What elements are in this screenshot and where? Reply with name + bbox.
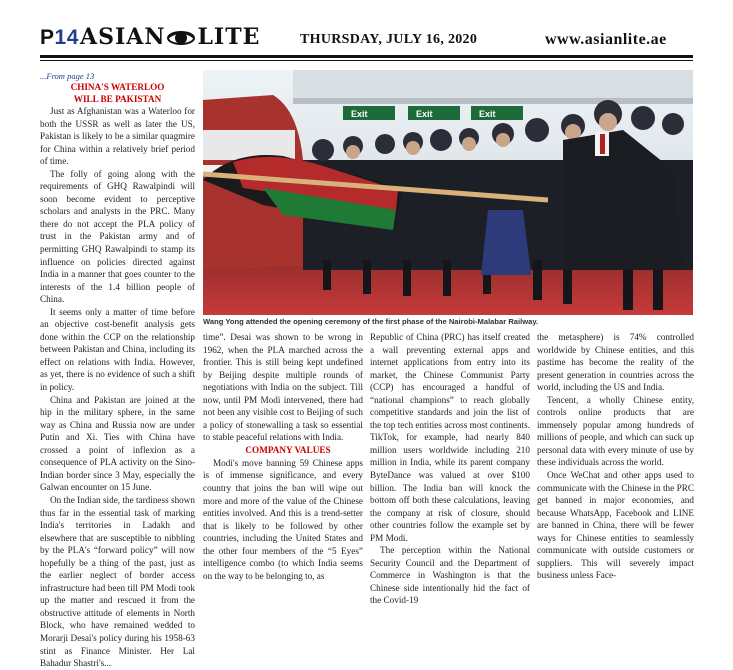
- brand-logo: [80, 24, 260, 50]
- article-column-3: [370, 331, 530, 607]
- issue-date: THURSDAY, JULY 16, 2020: [300, 32, 478, 47]
- paragraph: Republic of China (PRC) has itself created a wall preventing external apps and internet applications from entry into its market, the Chinese Communist Party (CCP) has encouraged a handful of “national champions” to reach globally competitive standards and join the list of the top tech entities across most continents. TikTok, for example, had nearly 840 million users worldwide including 210 million in India, while its parent company ByteDance was valued at over $100 billion. The India ban will knock the bottom off both these calculations, leaving the company at risk of closure, should other countries follow the example set by PM Modi.: [370, 332, 530, 543]
- article-column-2: [203, 331, 363, 582]
- header-rule: [40, 55, 693, 58]
- page-num: 14: [54, 26, 79, 49]
- news-photo: [203, 70, 693, 315]
- masthead-bar: [0, 0, 733, 62]
- article-heading-line2: WILL BE PAKISTAN: [73, 93, 162, 104]
- paragraph: It seems only a matter of time before an objective cost-benefit analysis gets done within the CCP on the relationship between Pakistan and China, including its effect on relations with India. However, as yet, there is no evidence of such a shift in policy.: [40, 306, 195, 393]
- photo-caption: Wang Yong attended the opening ceremony of the first phase of the Nairobi-Malabar Railway.: [203, 317, 539, 326]
- paragraph: The folly of going along with the requirements of GHQ Rawalpindi will soon become evident to perceptive scholars and analysts in the PRC. Many there do not accept the PLA policy of trust in the Pakistan army and of permitting GHQ Rawalpindi to stamp its influence on policies directed against India in a manner that goes counter to the interests of the 1.4 billion people of China.: [40, 168, 195, 305]
- paragraph: time”. Desai was shown to be wrong in 1962, when the PLA marched across the frontier. This is still being kept undefined by Beijing despite multiple rounds of negotiations with India on the subject. Till now, until PM Modi intervened, there had not been any visible cost to Beijing of such a policy of stonewalling a task so essential to stable peaceful relations with India.: [203, 332, 363, 443]
- article-column-4: [537, 331, 694, 582]
- lantern-logo-icon: [167, 30, 195, 46]
- exit-sign: Exit: [416, 109, 433, 119]
- header-rule-thin: [40, 60, 693, 61]
- paragraph: Modi's move banning 59 Chinese apps is of immense significance, and every country that joins the ban will wipe out more and more of the value of the Chinese entities involved. And this is a trend-setter that is likely to be followed by other countries, including the United States and the other four members of the “5 Eyes” intelligence combo (to which India seems on the way to be belonging to, as: [203, 457, 363, 581]
- paragraph: On the Indian side, the tardiness shown thus far in the essential task of marking India's territories in Ladakh and elsewhere that are susceptible to nibbling by the PLA's “forward policy” will now hopefully be a thing of the past, just as the earlier neglect of border access infrastructure had been till PM Modi took up the matter and rescued it from the obstructive attitude of elements in North Block, who have remained wedded to Morarji Desai's policy during his 1958-63 stint as Finance Minister. Her Lal Bahadur Shastri's...: [40, 494, 195, 669]
- page-label: P: [40, 26, 55, 49]
- exit-sign: Exit: [479, 109, 496, 119]
- paragraph: Once WeChat and other apps used to communicate with the Chinese in the PRC get banned in major economies, and because WhatsApp, Facebook and LINE are banned in China, there will be fewer ways for Chinese entities to seamlessly communicate with outside customers or suppliers. This will severely impact business unless Face-: [537, 470, 694, 581]
- article-heading-line1: CHINA'S WATERLOO: [70, 82, 165, 92]
- page-number: [40, 26, 79, 50]
- section-subheading: COMPANY VALUES: [245, 444, 331, 455]
- site-url[interactable]: www.asianlite.ae: [545, 31, 667, 48]
- paragraph: Tencent, a wholly Chinese entity, controls online products that are immensely popular among hundreds of millions of people, and which can suck up personal data with every minute of use by these individuals across the world.: [537, 394, 694, 468]
- ceremony-photo-illustration: [203, 70, 693, 315]
- exit-sign: Exit: [351, 109, 368, 119]
- paragraph: the metasphere) is 74% controlled worldwide by Chinese entities, and this pastime has become the reality of the present generation in countries across the world, including the US and India.: [537, 332, 694, 393]
- brand-left: ASIAN: [80, 24, 166, 50]
- paragraph: Just as Afghanistan was a Waterloo for both the USSR as well as later the US, Pakistan is likely to be a similar quagmire for China within a relatively brief period of time.: [40, 106, 195, 167]
- paragraph: The perception within the National Security Council and the Department of Commerce in Washington is that the Chinese side intentionally hid the fact of the Covid-19: [370, 545, 530, 606]
- continued-from[interactable]: ...From page 13: [40, 71, 95, 81]
- paragraph: China and Pakistan are joined at the hip in the military sphere, in the same way as China and Russia now are under Putin and Xi. Ties with China have crossed a point of inflexion as a consequence of PLA activity on the Sino-Indian border since 3 May, especially the Galwan encounter on 15 June.: [40, 394, 195, 493]
- brand-right: LITE: [197, 24, 261, 50]
